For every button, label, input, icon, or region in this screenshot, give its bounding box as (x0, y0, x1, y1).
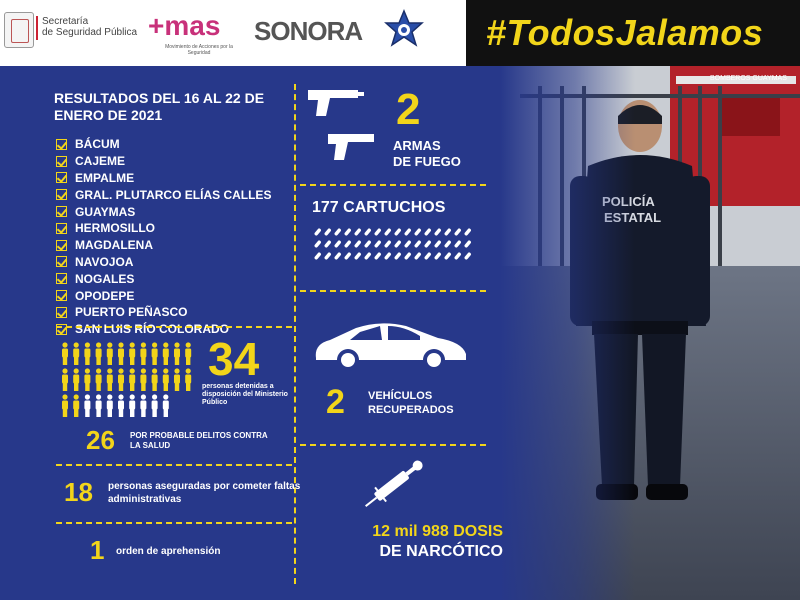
divider (56, 326, 292, 328)
municipality-item (56, 237, 271, 254)
person-icon (107, 342, 113, 365)
narcotic-doses (303, 522, 503, 562)
bullet-icon (364, 252, 372, 260)
municipality-list (56, 136, 271, 338)
checkbox-checked-icon (56, 290, 67, 301)
checkbox-checked-icon (56, 256, 67, 267)
divider (300, 290, 486, 292)
bullet-icon (314, 240, 322, 248)
bullet-icon (424, 252, 432, 260)
person-icon (140, 394, 146, 417)
municipality-name: OPODEPE (75, 288, 135, 303)
municipality-item (56, 220, 271, 237)
bullet-icon (314, 252, 322, 260)
bullet-icon (454, 228, 462, 236)
ssp-line2: de Seguridad Pública (42, 27, 138, 38)
vertical-divider (294, 84, 296, 584)
person-icon (152, 342, 158, 365)
municipality-name: EMPALME (75, 170, 135, 185)
municipality-name: GRAL. PLUTARCO ELÍAS CALLES (75, 187, 272, 202)
bullet-icon (424, 240, 432, 248)
person-icon (163, 368, 169, 391)
bullet-icon (394, 252, 402, 260)
person-icon (84, 394, 90, 417)
municipality-name: CAJEME (75, 154, 126, 169)
person-icon (163, 394, 169, 417)
health-crimes-count: 26 (86, 425, 115, 455)
ssp-logo (42, 16, 137, 38)
bullet-icon (344, 240, 352, 248)
person-icon (185, 368, 191, 391)
bullet-icon (374, 228, 382, 236)
municipality-item (56, 136, 271, 153)
bullet-icon (344, 228, 352, 236)
municipality-name: BÁCUM (75, 137, 120, 152)
bullet-icon (434, 240, 442, 248)
firearms-label-line1: ARMAS (393, 138, 441, 153)
secured-label: personas aseguradas por cometer faltas administrativas (108, 481, 301, 505)
person-icon (174, 368, 180, 391)
bullet-icon (444, 252, 452, 260)
person-icon (96, 368, 102, 391)
bullet-icon (364, 228, 372, 236)
person-icon (140, 342, 146, 365)
bullet-icon (324, 228, 332, 236)
hashtag-text: #TodosJalamos (486, 12, 764, 53)
police-officer-photo (500, 66, 800, 600)
municipality-item (56, 304, 271, 321)
secured-count: 18 (64, 477, 93, 507)
cartridges-label: 177 CARTUCHOS (312, 199, 446, 216)
bullet-icons (312, 224, 482, 264)
bullet-icon (334, 228, 342, 236)
vehicles-label (368, 389, 454, 417)
bullet-icon (444, 228, 452, 236)
bullet-icon (434, 228, 442, 236)
bullet-icon (394, 228, 402, 236)
person-icon (62, 368, 68, 391)
person-icon (118, 342, 124, 365)
person-icon (84, 342, 90, 365)
person-icon (163, 342, 169, 365)
bullet-icon (404, 252, 412, 260)
bullet-icon (464, 240, 472, 248)
municipality-item (56, 170, 271, 187)
municipality-name: HERMOSILLO (75, 221, 155, 236)
municipality-item (56, 203, 271, 220)
header-bar (0, 0, 800, 66)
person-icon (118, 368, 124, 391)
bullet-icon (374, 240, 382, 248)
checkbox-checked-icon (56, 223, 67, 234)
narcotic-doses-line1: 12 mil 988 DOSIS (372, 523, 503, 540)
person-icon (185, 342, 191, 365)
detained-count: 34 (208, 333, 260, 385)
bullet-icon (384, 228, 392, 236)
bullet-icon (334, 240, 342, 248)
person-icon (174, 342, 180, 365)
bullet-icon (364, 240, 372, 248)
checkbox-checked-icon (56, 206, 67, 217)
firearms-label (393, 138, 461, 170)
municipality-name: GUAYMAS (75, 204, 136, 219)
vehicles-label-line2: RECUPERADOS (368, 404, 454, 416)
bullet-icon (414, 240, 422, 248)
sonora-logo: SONORA (254, 16, 363, 46)
hashtag-banner (466, 0, 800, 66)
bullet-icon (334, 252, 342, 260)
bullet-icon (444, 240, 452, 248)
municipality-name: PUERTO PEÑASCO (75, 305, 188, 320)
mas-logo: +mas (148, 10, 221, 41)
health-crimes-label: POR PROBABLE DELITOS CONTRA LA SALUD (130, 431, 268, 450)
divider (300, 184, 486, 186)
municipality-name: NAVOJOA (75, 254, 134, 269)
syringe-icon (358, 455, 430, 513)
bullet-icon (324, 252, 332, 260)
municipality-item (56, 270, 271, 287)
person-icon (73, 368, 79, 391)
divider (300, 444, 486, 446)
detained-people-icons (58, 340, 198, 420)
person-icon (96, 342, 102, 365)
person-icon (62, 342, 68, 365)
firearms-count: 2 (396, 85, 421, 134)
vehicles-count: 2 (326, 383, 345, 421)
ssp-line1: Secretaría (42, 16, 89, 27)
firearms-label-line2: DE FUEGO (393, 154, 461, 169)
bullet-icon (454, 240, 462, 248)
mas-logo-subtitle: Movimiento de Acciones por la Seguridad (165, 44, 233, 56)
bullet-icon (424, 228, 432, 236)
person-icon (152, 394, 158, 417)
bullet-icon (354, 228, 362, 236)
person-icon (140, 368, 146, 391)
bullet-icon (434, 252, 442, 260)
divider (56, 522, 292, 524)
person-icon (152, 368, 158, 391)
bullet-icon (354, 252, 362, 260)
municipality-name: NOGALES (75, 271, 135, 286)
checkbox-checked-icon (56, 189, 67, 200)
bullet-icon (354, 240, 362, 248)
municipality-item (56, 287, 271, 304)
municipality-name: MAGDALENA (75, 238, 153, 253)
bullet-icon (404, 240, 412, 248)
person-icon (107, 394, 113, 417)
person-icon (84, 368, 90, 391)
pistol-icon (306, 84, 376, 174)
person-icon (129, 342, 135, 365)
person-icon (62, 394, 68, 417)
bullet-icon (374, 252, 382, 260)
warrant-count: 1 (90, 535, 105, 565)
police-star-icon (384, 9, 424, 55)
divider (56, 464, 292, 466)
bullet-icon (324, 240, 332, 248)
bullet-icon (404, 228, 412, 236)
narcotic-doses-line2: DE NARCÓTICO (379, 543, 503, 560)
bullet-icon (464, 252, 472, 260)
checkbox-checked-icon (56, 156, 67, 167)
municipality-item (56, 153, 271, 170)
checkbox-checked-icon (56, 139, 67, 150)
person-icon (118, 394, 124, 417)
municipality-name: SAN LUIS RÍO COLORADO (75, 322, 230, 337)
warrant-label: orden de aprehensión (116, 546, 221, 557)
checkbox-checked-icon (56, 172, 67, 183)
vehicles-label-line1: VEHÍCULOS (368, 390, 433, 402)
checkbox-checked-icon (56, 240, 67, 251)
bullet-icon (394, 240, 402, 248)
person-icon (129, 394, 135, 417)
person-icon (73, 394, 79, 417)
state-seal-logo (4, 12, 34, 48)
results-title: RESULTADOS DEL 16 AL 22 DE ENERO DE 2021 (54, 90, 265, 123)
checkbox-checked-icon (56, 273, 67, 284)
logo-strip (0, 0, 466, 66)
person-icon (96, 394, 102, 417)
car-icon (310, 318, 470, 374)
person-icon (73, 342, 79, 365)
bullet-icon (384, 252, 392, 260)
bullet-icon (344, 252, 352, 260)
bullet-icon (384, 240, 392, 248)
checkbox-checked-icon (56, 307, 67, 318)
bullet-icon (314, 228, 322, 236)
person-icon (107, 368, 113, 391)
municipality-item (56, 186, 271, 203)
bullet-icon (414, 252, 422, 260)
bullet-icon (464, 228, 472, 236)
detained-label: personas detenidas a disposición del Ministerio Público (202, 383, 288, 406)
municipality-item (56, 254, 271, 271)
bullet-icon (454, 252, 462, 260)
bullet-icon (414, 228, 422, 236)
person-icon (129, 368, 135, 391)
